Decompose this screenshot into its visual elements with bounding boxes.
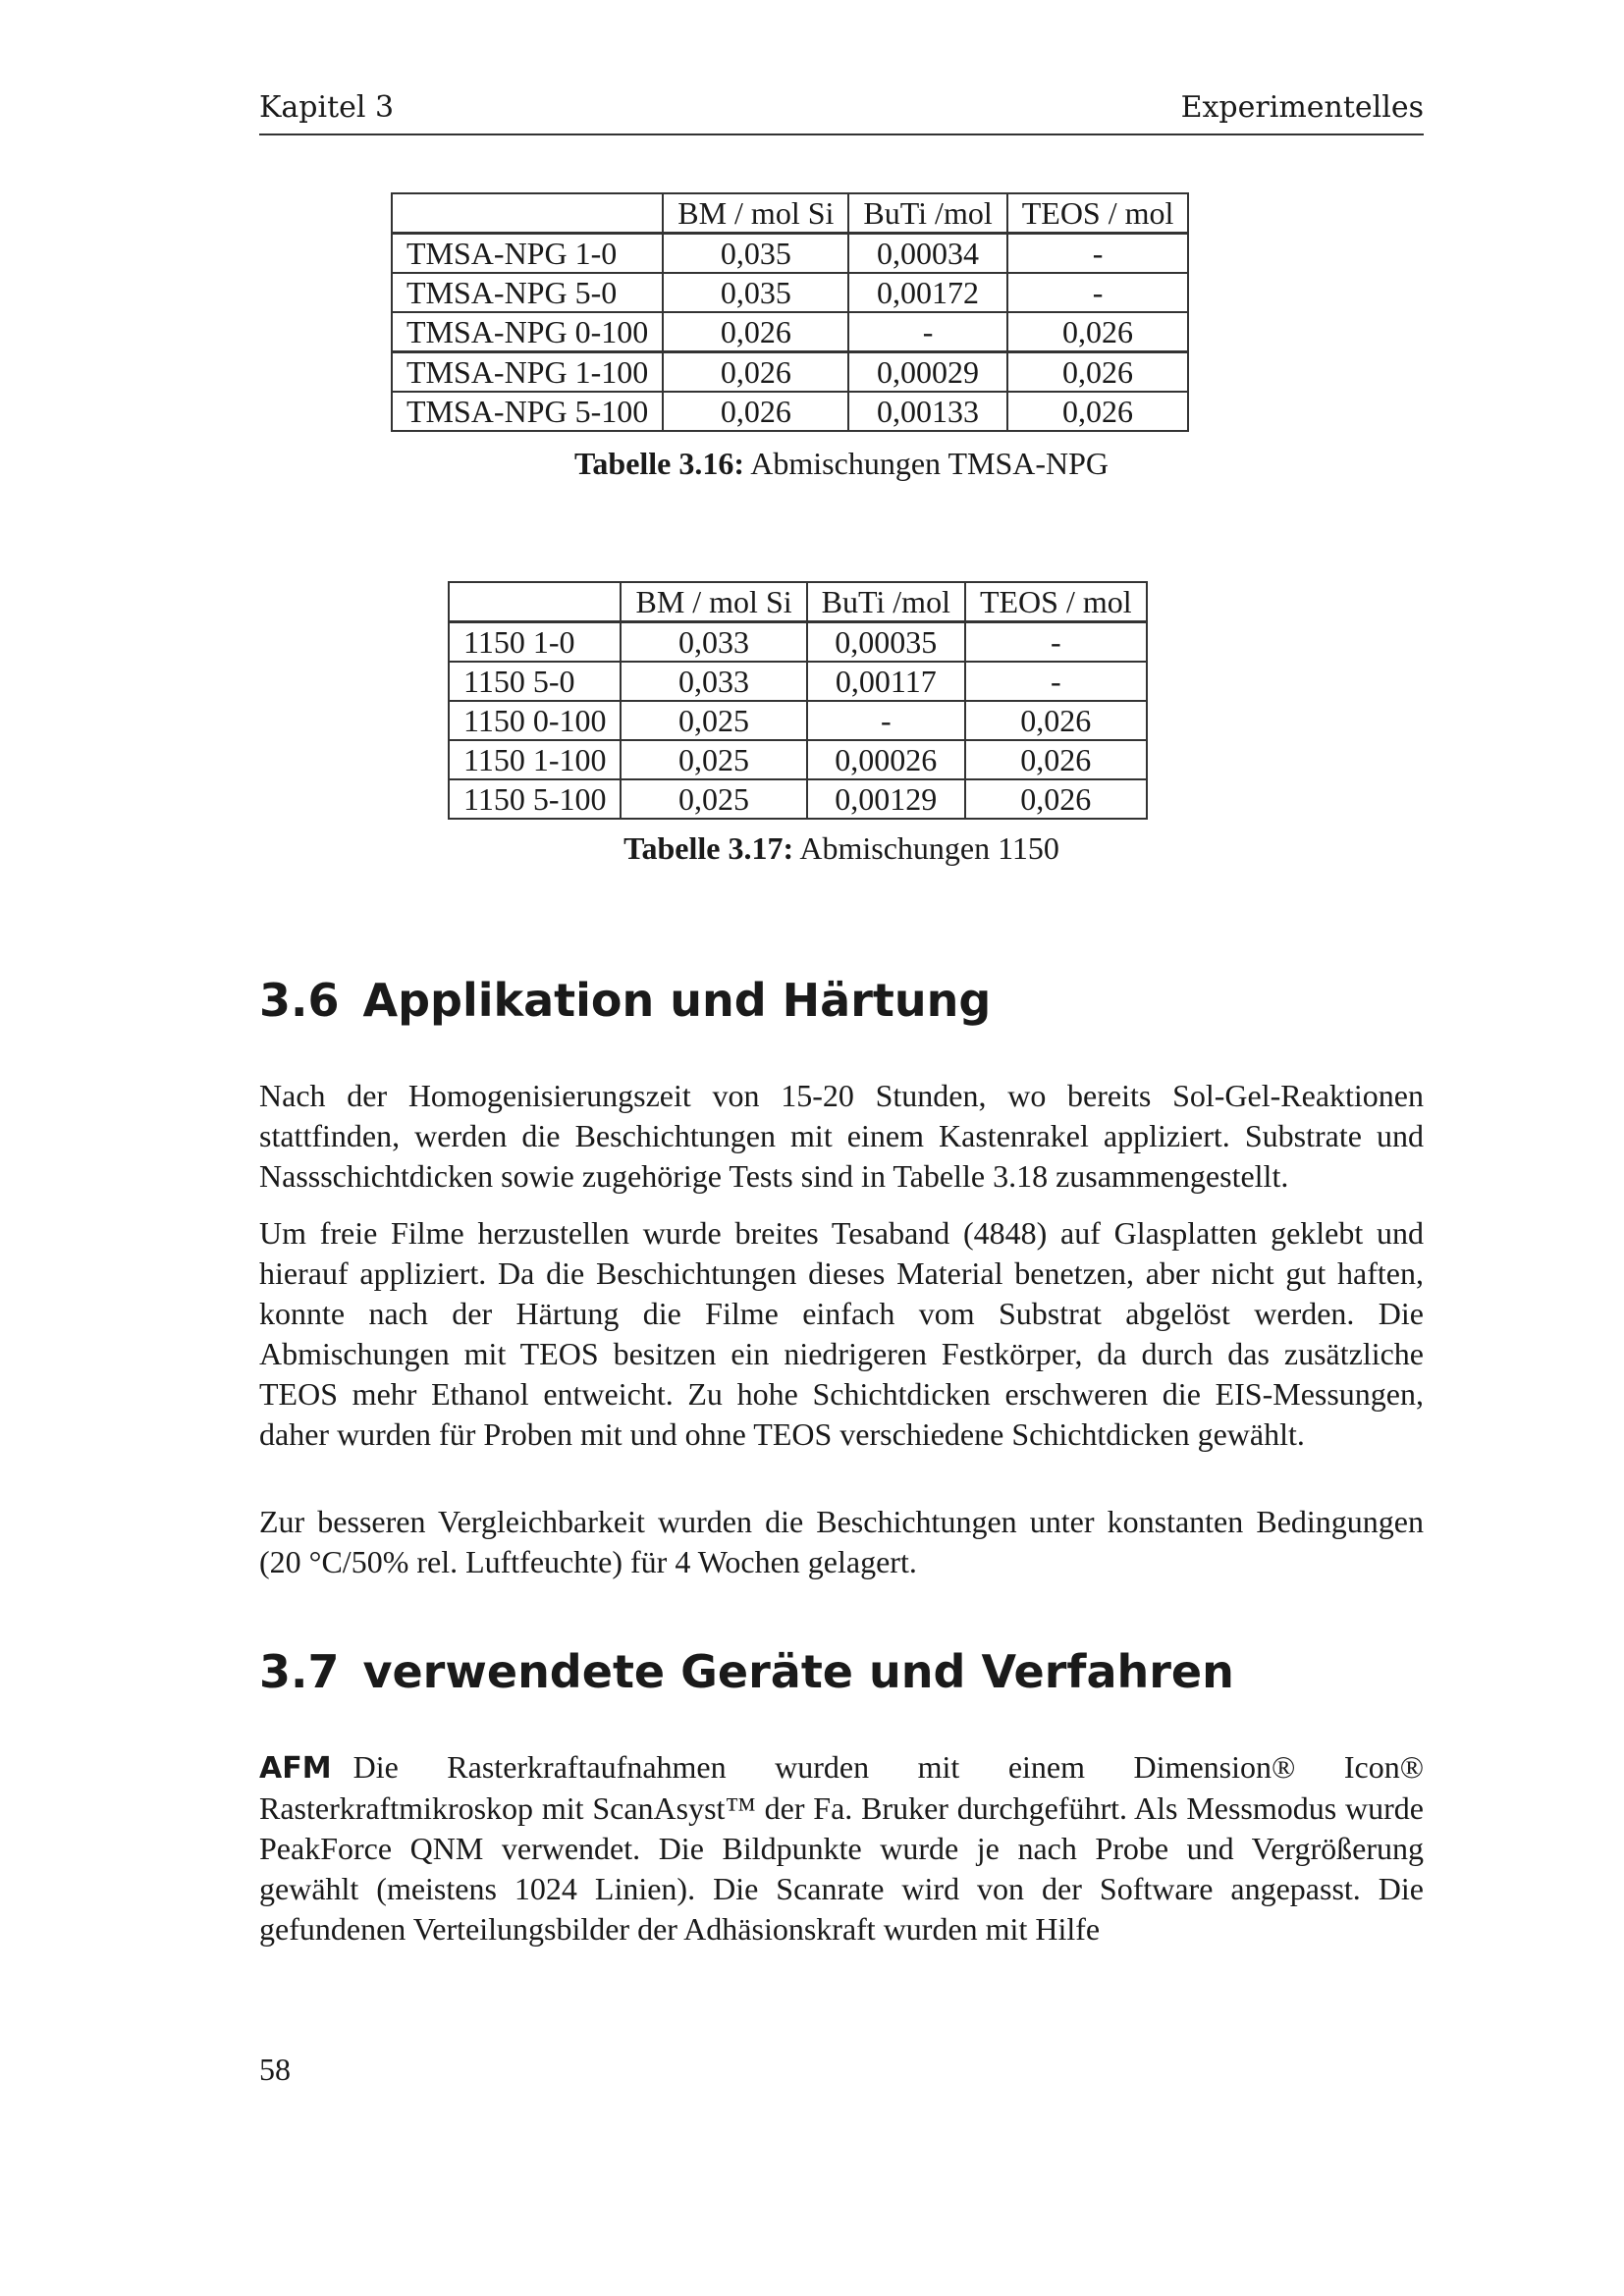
- table-cell: 0,025: [621, 701, 806, 740]
- table-row: [392, 234, 1188, 274]
- table-header-cell: BuTi /mol: [848, 193, 1006, 234]
- section-heading-3-6: [259, 974, 991, 1027]
- afm-label: AFM: [259, 1751, 332, 1786]
- table-cell: 0,026: [965, 701, 1147, 740]
- table-cell: -: [807, 701, 965, 740]
- caption-label: Tabelle 3.16:: [573, 446, 745, 481]
- section-number: 3.6: [259, 974, 340, 1027]
- section-number: 3.7: [259, 1645, 340, 1698]
- caption-text: Abmischungen 1150: [799, 830, 1059, 866]
- table-cell: 0,00172: [848, 273, 1006, 312]
- table-row: [392, 312, 1188, 352]
- table-cell: 0,00129: [807, 779, 965, 819]
- table-row: [449, 662, 1147, 701]
- table-cell: 0,035: [663, 234, 848, 274]
- table-cell: TMSA-NPG 5-0: [392, 273, 663, 312]
- table-cell: 0,026: [1007, 312, 1189, 352]
- afm-text: Die Rasterkraftaufnahmen wurden mit einem Dimension® Icon® Rasterkraftmikroskop mit ScanAsyst™ der Fa. Bruker durchgeführt. Als Messmodus wurde PeakForce QNM verwendet. Die Bildpunkte wurde je nach Probe und Vergrößerung gewählt (meistens 1024 Linien). Die Scanrate wird von der Software angepasst. Die gefundenen Verteilungsbilder der Adhäsionskraft wurden mit Hilfe: [259, 1749, 1424, 1947]
- table-tmsa-npg: [391, 192, 1189, 432]
- section-title: Applikation und Härtung: [362, 974, 992, 1027]
- table-header-cell: [392, 193, 663, 234]
- table-row: [449, 779, 1147, 819]
- section-title: verwendete Geräte und Verfahren: [362, 1645, 1234, 1698]
- table-cell: 0,026: [1007, 392, 1189, 431]
- table-cell: 0,026: [663, 312, 848, 352]
- table-header-cell: TEOS / mol: [1007, 193, 1189, 234]
- table-header-cell: BM / mol Si: [663, 193, 848, 234]
- table-cell: 0,035: [663, 273, 848, 312]
- table-cell: -: [1007, 273, 1189, 312]
- table-cell: 0,00034: [848, 234, 1006, 274]
- table-cell: 0,00117: [807, 662, 965, 701]
- table-cell: 1150 5-0: [449, 662, 621, 701]
- table-cell: 0,026: [663, 392, 848, 431]
- table-cell: 0,00029: [848, 352, 1006, 393]
- table-header-cell: TEOS / mol: [965, 582, 1147, 622]
- table-caption-3-16: [259, 446, 1424, 482]
- table-cell: 1150 1-100: [449, 740, 621, 779]
- table-cell: 0,025: [621, 740, 806, 779]
- table-cell: 0,00026: [807, 740, 965, 779]
- paragraph: Zur besseren Vergleichbarkeit wurden die Beschichtungen unter konstanten Bedingungen (20 °C/50% rel. Luftfeuchte) für 4 Wochen gelagert.: [259, 1504, 1424, 1579]
- table-cell: 1150 1-0: [449, 622, 621, 663]
- caption-text: Abmischungen TMSA-NPG: [750, 446, 1110, 481]
- page-number: 58: [259, 2052, 291, 2087]
- table-row: [449, 622, 1147, 663]
- table-row: [392, 273, 1188, 312]
- table-cell: 0,026: [1007, 352, 1189, 393]
- table-cell: 1150 0-100: [449, 701, 621, 740]
- paragraph: Nach der Homogenisierungszeit von 15-20 Stunden, wo bereits Sol-Gel-Reaktionen stattfinden, werden die Beschichtungen mit einem Kastenrakel appliziert. Substrate und Nassschichtdicken sowie zugehörige Tests sind in Tabelle 3.18 zusammengestellt.: [259, 1078, 1424, 1194]
- table-row: [392, 352, 1188, 393]
- table-cell: 0,033: [621, 622, 806, 663]
- paragraph: Um freie Filme herzustellen wurde breites Tesaband (4848) auf Glasplatten geklebt und hierauf appliziert. Da die Beschichtungen dieses Material benetzen, aber nicht gut haften, konnte nach der Härtung die Filme einfach vom Substrat abgelöst werden. Die Abmischungen mit TEOS besitzen ein niedrigeren Festkörper, da durch das zusätzliche TEOS mehr Ethanol entweicht. Zu hohe Schichtdicken erschweren die EIS-Messungen, daher wurden für Proben mit und ohne TEOS verschiedene Schichtdicken gewählt.: [259, 1215, 1424, 1452]
- section-heading-3-7: [259, 1645, 1234, 1698]
- table-header-row: [392, 193, 1188, 234]
- table-cell: -: [848, 312, 1006, 352]
- table-cell: 0,026: [663, 352, 848, 393]
- table-cell: -: [965, 622, 1147, 663]
- table-cell: TMSA-NPG 0-100: [392, 312, 663, 352]
- table-cell: -: [965, 662, 1147, 701]
- table-cell: 0,00133: [848, 392, 1006, 431]
- table-row: [449, 740, 1147, 779]
- table-header-cell: BM / mol Si: [621, 582, 806, 622]
- table-cell: TMSA-NPG 1-100: [392, 352, 663, 393]
- table-1150: [448, 581, 1148, 820]
- table-cell: TMSA-NPG 1-0: [392, 234, 663, 274]
- caption-label: Tabelle 3.17:: [623, 830, 794, 866]
- table-row: [449, 701, 1147, 740]
- running-header: [259, 90, 1424, 135]
- header-title: Experimentelles: [1180, 90, 1424, 125]
- table-caption-3-17: [259, 830, 1424, 867]
- table-cell: 0,026: [965, 779, 1147, 819]
- table-cell: 0,00035: [807, 622, 965, 663]
- table-cell: 0,025: [621, 779, 806, 819]
- paragraph-afm: [259, 1747, 1424, 1949]
- table-cell: 0,033: [621, 662, 806, 701]
- table-cell: 0,026: [965, 740, 1147, 779]
- table-header-row: [449, 582, 1147, 622]
- table-header-cell: BuTi /mol: [807, 582, 965, 622]
- header-chapter: Kapitel 3: [259, 90, 395, 125]
- table-header-cell: [449, 582, 621, 622]
- table-cell: TMSA-NPG 5-100: [392, 392, 663, 431]
- table-row: [392, 392, 1188, 431]
- table-cell: 1150 5-100: [449, 779, 621, 819]
- table-cell: -: [1007, 234, 1189, 274]
